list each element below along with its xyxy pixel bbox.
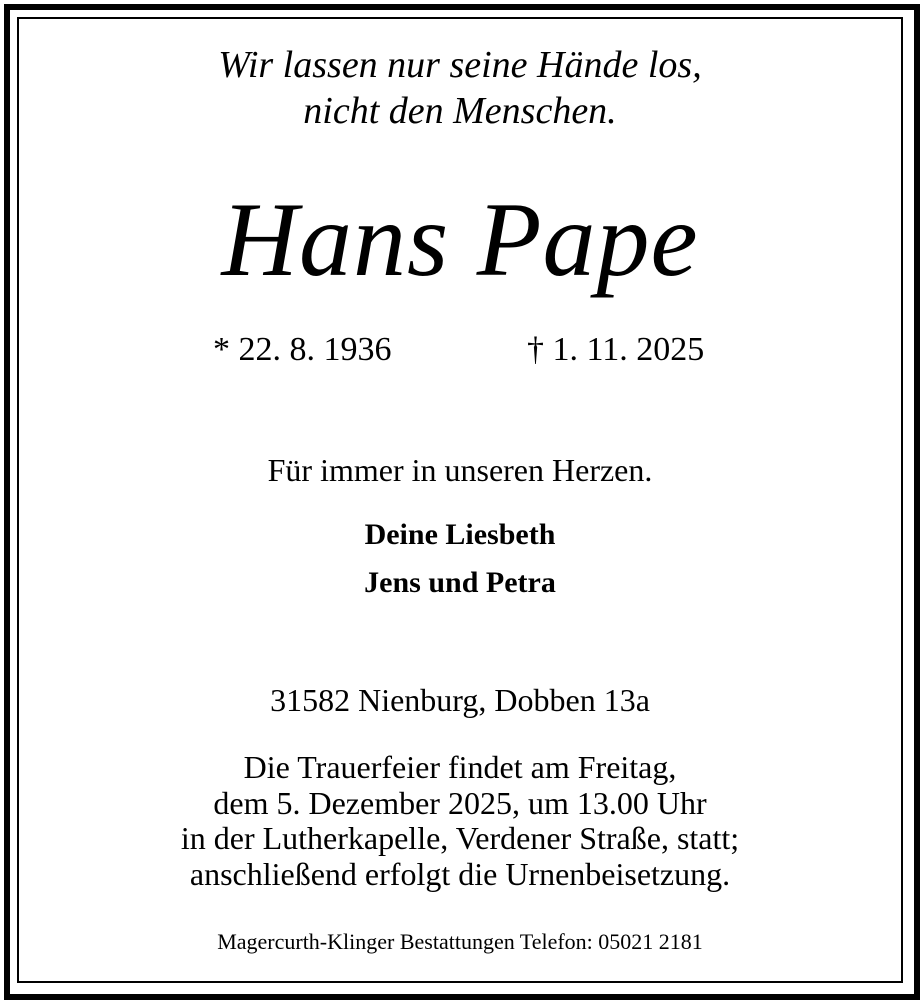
service-line: anschließend erfolgt die Urnenbeisetzung. [189,855,731,892]
service-line: dem 5. Dezember 2025, um 13.00 Uhr [213,784,707,821]
service-line: Die Trauerfeier findet am Freitag, [243,749,677,785]
motto-line: Wir lassen nur seine Hände los, [218,44,702,86]
deceased-name: Hans Pape [221,181,699,298]
birth-date: * 22. 8. 1936 [213,331,392,368]
service-info [0,750,920,892]
undertaker-contact: Magercurth-Klinger Bestattungen Telefon: 05021 2181 [217,929,703,954]
closing-line: Für immer in unseren Herzen. [267,452,653,488]
mourners [0,511,920,607]
mourner-name: Deine Liesbeth [364,518,556,551]
mourner-name: Jens und Petra [364,566,556,599]
motto [0,42,920,134]
motto-line: nicht den Menschen. [303,90,617,132]
address: 31582 Nienburg, Dobben 13a [270,682,650,718]
service-line: in der Lutherkapelle, Verdener Straße, statt; [180,820,740,856]
death-date: † 1. 11. 2025 [527,331,705,368]
